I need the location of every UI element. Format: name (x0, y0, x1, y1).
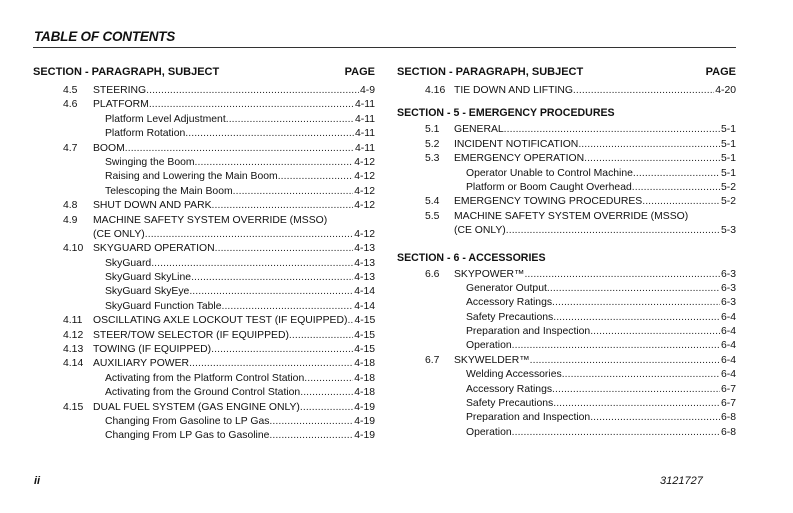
toc-entry-label: Safety Precautions (466, 311, 554, 323)
toc-entry-page: 4-11 (354, 142, 375, 154)
dot-leader (304, 372, 353, 386)
toc-entry-page: 4-19 (354, 401, 375, 413)
toc-entry[interactable] (33, 429, 375, 443)
toc-entry-page: 4-9 (359, 85, 375, 96)
toc-entry[interactable] (397, 224, 736, 238)
toc-entry-label: Operator Unable to Control Machine (466, 167, 633, 179)
toc-entry-label: SkyGuard (105, 257, 152, 269)
toc-entry-label: Operation (466, 426, 512, 438)
toc-entry-page: 4-13 (354, 272, 375, 284)
toc-entry-page: 4-18 (354, 387, 375, 399)
dot-leader (590, 325, 720, 339)
toc-entry-number: 4.13 (63, 344, 84, 356)
toc-entry-label: STEER/TOW SELECTOR (IF EQUIPPED) (93, 329, 289, 341)
toc-entry[interactable] (397, 167, 736, 181)
toc-entry[interactable] (33, 156, 375, 170)
toc-entry[interactable] (33, 113, 375, 127)
toc-entry-label: (CE ONLY) (454, 225, 506, 237)
page-header-label: PAGE (705, 66, 736, 78)
toc-entry[interactable] (397, 268, 736, 282)
toc-entry-number: 4.12 (63, 329, 84, 341)
dot-leader (578, 138, 720, 152)
toc-entry-page: 6-4 (720, 326, 736, 338)
toc-entry-label: Changing From Gasoline to LP Gas (105, 415, 270, 427)
dot-leader (553, 311, 720, 325)
toc-entry-label: SKYWELDER™ (454, 354, 530, 366)
toc-entry-page: 5-1 (720, 167, 736, 179)
toc-entry-label: Operation (466, 340, 512, 352)
dot-leader (300, 401, 353, 415)
dot-leader (211, 343, 353, 357)
dot-leader (530, 354, 720, 368)
toc-entry-page: 4-11 (354, 113, 375, 125)
right-top-entries-list (397, 84, 736, 98)
dot-leader (146, 84, 359, 98)
section-header-label: SECTION - PARAGRAPH, SUBJECT (33, 66, 220, 78)
toc-entry-label: GENERAL (454, 124, 504, 136)
toc-entry-page: 4-11 (354, 128, 375, 140)
toc-entry-number: 4.16 (425, 85, 446, 96)
toc-entry-number: 4.5 (63, 85, 78, 96)
dot-leader (552, 383, 720, 397)
section-6-entries-list (397, 268, 736, 441)
toc-entry-page: 4-15 (354, 315, 375, 327)
toc-entry-label: SkyGuard SkyEye (105, 286, 190, 298)
dot-leader (195, 156, 354, 170)
toc-entry[interactable] (33, 271, 375, 285)
toc-entry-page: 4-12 (354, 171, 375, 183)
section-5-entries-list (397, 123, 736, 238)
toc-entry-page: 6-8 (720, 426, 736, 438)
toc-entry[interactable] (397, 210, 736, 224)
toc-entry[interactable] (397, 383, 736, 397)
toc-entry-number: 4.8 (63, 200, 78, 212)
toc-entry-label: TIE DOWN AND LIFTING (454, 85, 573, 96)
toc-entry-label: Activating from the Platform Control Station (105, 372, 305, 384)
toc-entry-page: 4-12 (354, 185, 375, 197)
dot-leader (512, 426, 720, 440)
dot-leader (278, 170, 354, 184)
dot-leader (642, 195, 720, 209)
toc-entry[interactable] (33, 257, 375, 271)
toc-entry[interactable] (33, 214, 375, 228)
toc-entry-number: 5.1 (425, 124, 440, 136)
toc-entry-page: 6-4 (720, 340, 736, 352)
dot-leader (524, 268, 720, 282)
dot-leader (633, 167, 720, 181)
toc-entry-number: 4.9 (63, 214, 78, 226)
toc-entry-page: 6-7 (720, 398, 736, 410)
dot-leader (269, 415, 353, 429)
toc-entry[interactable] (397, 195, 736, 209)
toc-entry-label: Platform Rotation (105, 128, 186, 140)
toc-entry-page: 4-18 (354, 358, 375, 370)
dot-leader (632, 181, 720, 195)
dot-leader (145, 228, 353, 242)
toc-entry-page: 5-3 (720, 225, 736, 237)
toc-entry-label: Raising and Lowering the Main Boom (105, 171, 278, 183)
toc-entry-label: Swinging the Boom (105, 156, 195, 168)
toc-entry-label: OSCILLATING AXLE LOCKOUT TEST (IF EQUIPPED) (93, 315, 348, 327)
toc-entry[interactable] (33, 98, 375, 112)
toc-entry-label: MACHINE SAFETY SYSTEM OVERRIDE (MSSO) (93, 214, 328, 226)
toc-entry-label: Platform Level Adjustment (105, 113, 226, 125)
dot-leader (584, 152, 720, 166)
toc-entry[interactable] (33, 314, 375, 328)
toc-entry-page: 4-15 (354, 329, 375, 341)
toc-entry-label: SKYGUARD OPERATION (93, 243, 215, 255)
toc-entry-label: DUAL FUEL SYSTEM (GAS ENGINE ONLY) (93, 401, 300, 413)
toc-entry-label: TOWING (IF EQUIPPED) (93, 344, 212, 356)
toc-entry[interactable] (397, 325, 736, 339)
dot-leader (189, 285, 353, 299)
page-header-label: PAGE (344, 66, 375, 78)
dot-leader (212, 199, 354, 213)
dot-leader (149, 98, 354, 112)
toc-entry-label: Safety Precautions (466, 398, 554, 410)
toc-entry-page: 6-3 (720, 297, 736, 309)
toc-left-column (33, 66, 375, 444)
toc-entry[interactable] (397, 181, 736, 195)
toc-entry[interactable] (33, 343, 375, 357)
dot-leader (552, 296, 720, 310)
toc-entry[interactable] (397, 84, 736, 98)
dot-leader (562, 368, 720, 382)
toc-entry-label: SHUT DOWN AND PARK (93, 200, 212, 212)
toc-entry-page: 4-20 (715, 85, 736, 96)
toc-entry-number: 5.3 (425, 153, 440, 165)
toc-entry[interactable] (397, 282, 736, 296)
toc-entry[interactable] (33, 357, 375, 371)
toc-entry-page: 4-12 (354, 156, 375, 168)
toc-entry-page: 5-1 (720, 153, 736, 165)
toc-entry[interactable] (33, 242, 375, 256)
footer-doc-number: 3121727 (660, 475, 703, 487)
toc-entry[interactable] (397, 311, 736, 325)
toc-entry[interactable] (397, 296, 736, 310)
dot-leader (590, 411, 720, 425)
toc-entry-page: 6-4 (720, 369, 736, 381)
toc-entry-label: Preparation and Inspection (466, 326, 591, 338)
toc-entry-label: Accessory Ratings (466, 383, 553, 395)
page-title: TABLE OF CONTENTS (34, 29, 176, 44)
section-5-heading: SECTION - 5 - EMERGENCY PROCEDURES (397, 107, 615, 120)
toc-entry-number: 4.15 (63, 401, 84, 413)
toc-entry-page: 4-13 (354, 257, 375, 269)
toc-entry-label: SkyGuard SkyLine (105, 272, 192, 284)
toc-entry[interactable] (397, 426, 736, 440)
toc-entry-number: 5.5 (425, 210, 440, 222)
toc-entry-page: 4-19 (354, 415, 375, 427)
toc-entry[interactable] (33, 199, 375, 213)
dot-leader (547, 282, 720, 296)
dot-leader (215, 242, 354, 256)
left-entries-list (33, 84, 375, 444)
dot-leader (300, 386, 353, 400)
dot-leader (512, 339, 720, 353)
toc-entry[interactable] (397, 123, 736, 137)
toc-entry-page: 4-14 (354, 286, 375, 298)
toc-entry[interactable] (33, 142, 375, 156)
toc-entry-number: 6.7 (425, 354, 440, 366)
section-header-label: SECTION - PARAGRAPH, SUBJECT (397, 66, 584, 78)
toc-entry[interactable] (33, 329, 375, 343)
toc-entry[interactable] (33, 84, 375, 98)
toc-entry-page: 4-11 (354, 99, 375, 111)
toc-entry-label: Changing From LP Gas to Gasoline (105, 430, 270, 442)
toc-entry-number: 4.6 (63, 99, 78, 111)
toc-entry[interactable] (397, 354, 736, 368)
dot-leader (573, 84, 714, 98)
toc-entry[interactable] (33, 415, 375, 429)
toc-entry-label: Accessory Ratings (466, 297, 553, 309)
toc-entry-page: 6-4 (720, 354, 736, 366)
toc-entry-number: 6.6 (425, 268, 440, 280)
left-column-header (33, 66, 375, 84)
toc-entry[interactable] (397, 138, 736, 152)
toc-entry[interactable] (397, 339, 736, 353)
toc-entry-label: BOOM (93, 142, 125, 154)
dot-leader (185, 127, 354, 141)
footer-page-number: ii (34, 475, 41, 487)
dot-leader (151, 257, 353, 271)
toc-entry-label: SkyGuard Function Table (105, 300, 222, 312)
toc-entry-page: 4-18 (354, 372, 375, 384)
toc-entry-page: 4-19 (354, 430, 375, 442)
toc-entry[interactable] (33, 285, 375, 299)
toc-entry[interactable] (33, 228, 375, 242)
toc-entry[interactable] (397, 411, 736, 425)
toc-entry-label: SKYPOWER™ (454, 268, 525, 280)
toc-entry-number: 4.10 (63, 243, 84, 255)
toc-entry-label: PLATFORM (93, 99, 149, 111)
toc-entry-number: 4.11 (63, 315, 83, 327)
toc-entry-page: 4-12 (354, 200, 375, 212)
toc-entry-page: 6-3 (720, 282, 736, 294)
toc-entry-label: AUXILIARY POWER (93, 358, 190, 370)
toc-entry-label: MACHINE SAFETY SYSTEM OVERRIDE (MSSO) (454, 210, 689, 222)
toc-entry-page: 5-1 (720, 138, 736, 150)
dot-leader (226, 113, 354, 127)
toc-entry-number: 5.2 (425, 138, 440, 150)
toc-entry-label: Telescoping the Main Boom (105, 185, 233, 197)
toc-entry-number: 4.14 (63, 358, 84, 370)
toc-entry-page: 5-1 (720, 124, 736, 136)
toc-entry[interactable] (397, 397, 736, 411)
toc-entry-label: (CE ONLY) (93, 228, 145, 240)
dot-leader (289, 329, 353, 343)
toc-entry[interactable] (397, 152, 736, 166)
toc-right-column (397, 66, 736, 440)
toc-entry-number: 4.7 (63, 142, 78, 154)
toc-entry-label: EMERGENCY OPERATION (454, 153, 585, 165)
toc-entry-number: 5.4 (425, 196, 440, 208)
toc-entry-page: 6-8 (720, 412, 736, 424)
dot-leader (191, 271, 353, 285)
toc-entry[interactable] (33, 127, 375, 141)
toc-entry-page: 5-2 (720, 196, 736, 208)
toc-entry[interactable] (33, 401, 375, 415)
toc-entry-label: Preparation and Inspection (466, 412, 591, 424)
dot-leader (233, 185, 354, 199)
toc-entry-page: 6-7 (720, 383, 736, 395)
right-column-header (397, 66, 736, 84)
toc-entry[interactable] (33, 386, 375, 400)
toc-entry[interactable] (33, 185, 375, 199)
toc-entry-label: STEERING (93, 85, 147, 96)
toc-entry-label: EMERGENCY TOWING PROCEDURES (454, 196, 643, 208)
section-6-heading: SECTION - 6 - ACCESSORIES (397, 251, 546, 264)
toc-entry-page: 4-14 (354, 300, 375, 312)
toc-entry-page: 5-2 (720, 181, 736, 193)
dot-leader (269, 429, 353, 443)
toc-entry-page: 6-3 (720, 268, 736, 280)
toc-entry[interactable] (397, 368, 736, 382)
toc-entry-label: Platform or Boom Caught Overhead (466, 181, 632, 193)
dot-leader (553, 397, 720, 411)
title-divider (33, 47, 736, 48)
toc-entry-page: 4-13 (354, 243, 375, 255)
toc-entry-page: 6-4 (720, 311, 736, 323)
dot-leader (504, 123, 720, 137)
toc-entry-label: Welding Accessories (466, 369, 562, 381)
toc-entry-label: Generator Output (466, 282, 547, 294)
dot-leader (221, 300, 353, 314)
dot-leader (189, 357, 353, 371)
dot-leader (506, 224, 720, 238)
toc-entry-page: 4-15 (354, 344, 375, 356)
toc-entry[interactable] (33, 300, 375, 314)
toc-entry[interactable] (33, 372, 375, 386)
toc-entry-label: Activating from the Ground Control Station (105, 387, 301, 399)
toc-entry[interactable] (33, 170, 375, 184)
toc-entry-page: 4-12 (354, 228, 375, 240)
dot-leader (125, 142, 354, 156)
toc-entry-label: INCIDENT NOTIFICATION (454, 138, 579, 150)
